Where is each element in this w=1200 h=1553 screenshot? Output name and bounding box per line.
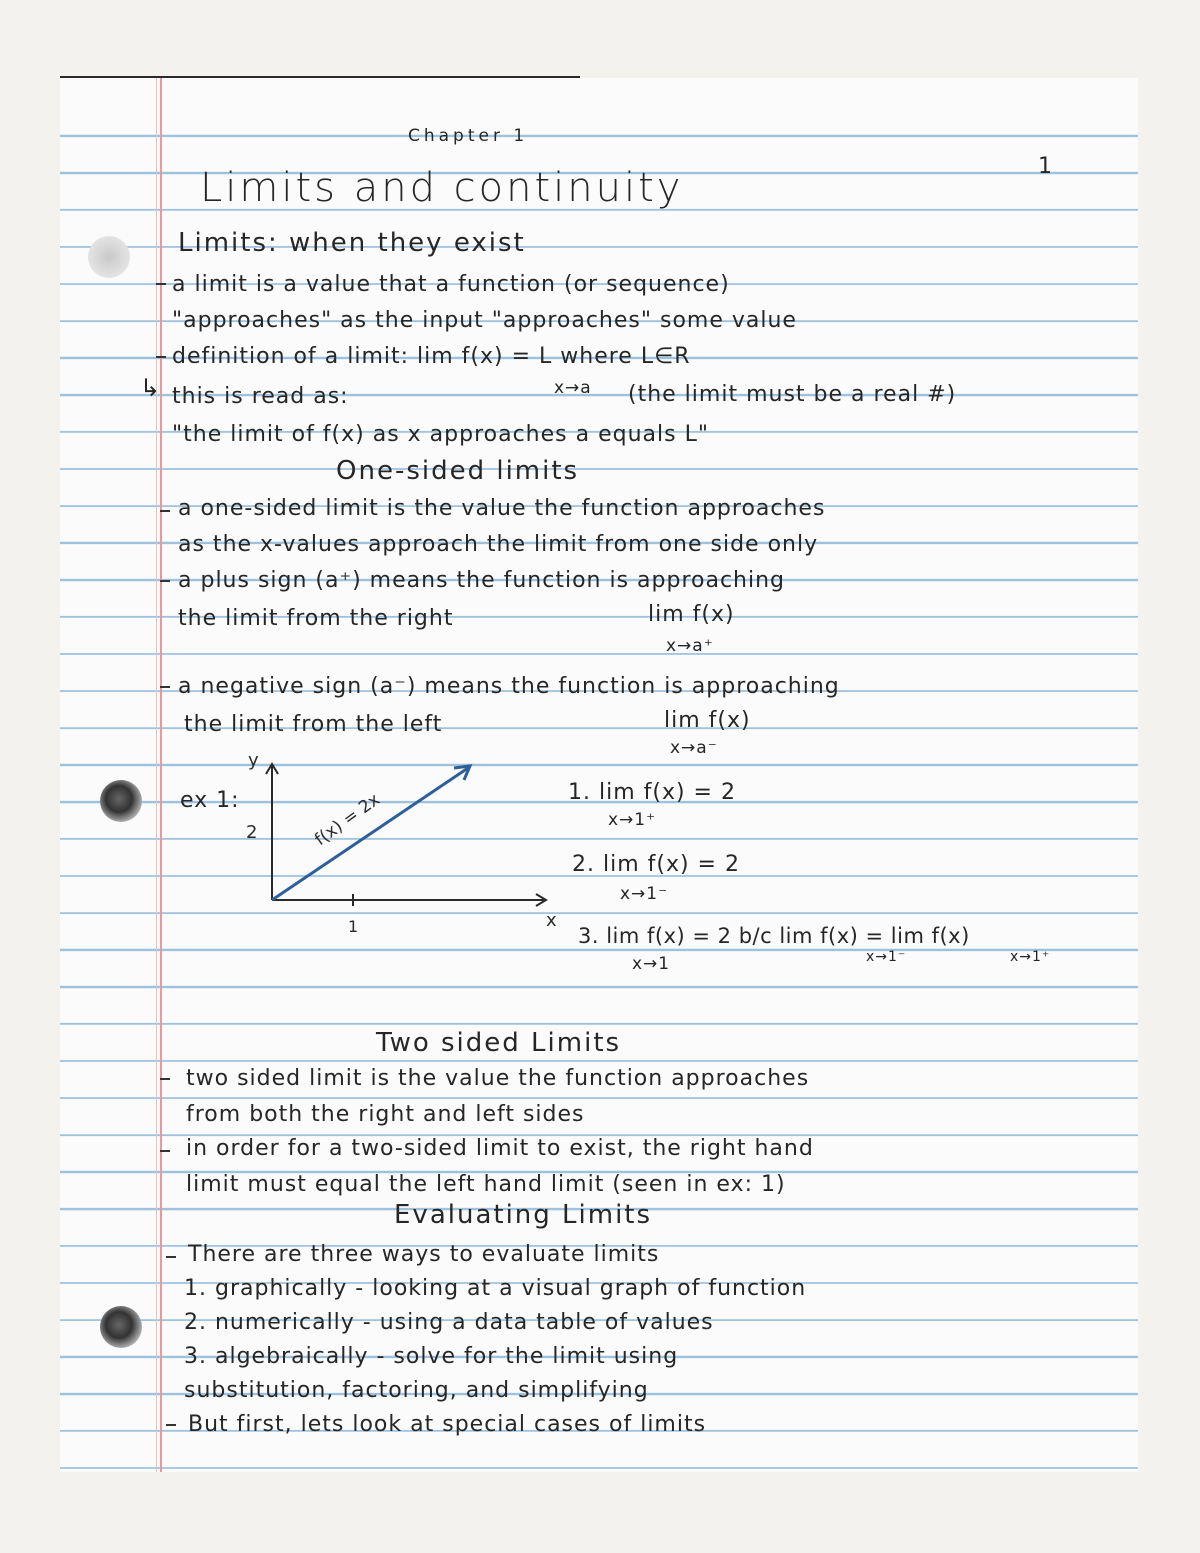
note-line: the limit from the left (184, 712, 443, 737)
note-line: substitution, factoring, and simplifying (184, 1378, 649, 1403)
margin-line (160, 78, 162, 1472)
chapter-label: Chapter 1 (408, 126, 529, 146)
note-line: the limit from the right (178, 606, 454, 631)
y-tick-label: 2 (246, 822, 258, 843)
note-line: 1. graphically - looking at a visual graph of function (184, 1276, 807, 1301)
function-line (272, 768, 468, 900)
limit-subscript: x→a⁻ (670, 738, 718, 758)
note-line: a negative sign (a⁻) means the function is approaching (178, 674, 840, 699)
note-line: There are three ways to evaluate limits (188, 1242, 660, 1267)
note-line: a plus sign (a⁺) means the function is approaching (178, 568, 786, 593)
note-line: 2. numerically - using a data table of values (184, 1310, 714, 1335)
notebook-page (60, 78, 1138, 1472)
y-axis-label: y (248, 750, 259, 771)
margin-line-secondary (156, 78, 157, 1472)
section-heading-evaluating: Evaluating Limits (394, 1200, 653, 1230)
bullet-dash (156, 356, 166, 358)
note-line: limit must equal the left hand limit (seen in ex: 1) (186, 1172, 786, 1197)
note-line: in order for a two-sided limit to exist, the right hand (186, 1136, 814, 1161)
limit-subscript: x→a (554, 378, 592, 398)
note-line: a limit is a value that a function (or sequence) (172, 272, 730, 297)
arrow-icon: ↳ (140, 374, 162, 402)
note-line: from both the right and left sides (186, 1102, 585, 1127)
note-line: as the x-values approach the limit from one side only (178, 532, 819, 557)
bullet-dash (160, 580, 170, 582)
section-heading-one-sided: One-sided limits (336, 456, 580, 486)
example-result-subscript: x→1⁻ (620, 884, 669, 904)
example-result: 3. lim f(x) = 2 b/c lim f(x) = lim f(x) (578, 924, 970, 948)
note-line: (the limit must be a real #) (628, 382, 957, 407)
page-title: Limits and continuity (200, 165, 684, 211)
example-result-subscript: x→1 (632, 954, 671, 974)
note-line: "the limit of f(x) as x approaches a equals L" (172, 422, 709, 447)
note-line: a one-sided limit is the value the function approaches (178, 496, 826, 521)
note-line: "approaches" as the input "approaches" some value (172, 308, 797, 333)
limit-expression: lim f(x) (648, 602, 735, 627)
bullet-dash (166, 1424, 176, 1426)
bullet-dash (160, 1078, 170, 1080)
bullet-dash (160, 510, 170, 512)
function-label: f(x) = 2x (311, 789, 384, 851)
limit-subscript: x→a⁺ (666, 636, 714, 656)
example-result-subscript: x→1⁺ (1010, 949, 1051, 965)
example-graph (170, 748, 590, 938)
note-line: But first, lets look at special cases of limits (188, 1412, 707, 1437)
bullet-dash (160, 686, 170, 688)
page-number: 1 (1038, 154, 1053, 179)
note-line: definition of a limit: lim f(x) = L where L∈R (172, 344, 691, 369)
x-axis-label: x (546, 910, 557, 931)
example-label: ex 1: (180, 788, 240, 813)
example-result-subscript: x→1⁻ (866, 949, 907, 965)
note-line: two sided limit is the value the function approaches (186, 1066, 810, 1091)
note-line: 3. algebraically - solve for the limit using (184, 1344, 679, 1369)
bullet-dash (156, 283, 166, 285)
binder-hole-middle (100, 780, 142, 822)
example-result: 1. lim f(x) = 2 (568, 780, 736, 805)
example-result-subscript: x→1⁺ (608, 810, 657, 830)
note-line: this is read as: (172, 384, 349, 409)
example-result: 2. lim f(x) = 2 (572, 852, 740, 877)
section-heading-limits-exist: Limits: when they exist (178, 228, 526, 258)
binder-hole-bottom (100, 1306, 142, 1348)
bullet-dash (166, 1256, 176, 1258)
binder-hole-top (88, 236, 130, 278)
bullet-dash (160, 1150, 170, 1152)
section-heading-two-sided: Two sided Limits (376, 1028, 622, 1058)
limit-expression: lim f(x) (664, 708, 751, 733)
x-tick-label: 1 (348, 917, 359, 936)
